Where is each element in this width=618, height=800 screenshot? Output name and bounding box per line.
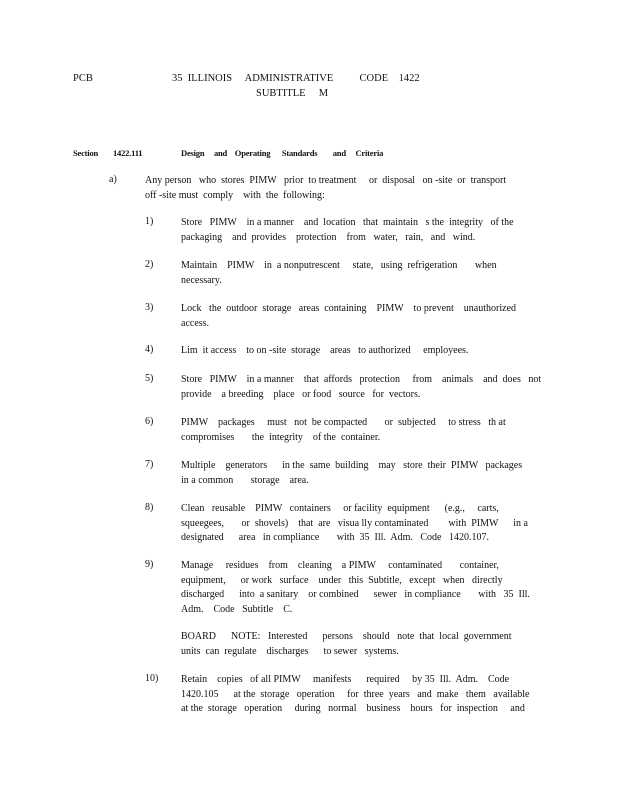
text-line: Retain copies of all PIMW manifests required by 35 Ill. Adm. Code <box>181 674 510 685</box>
text-line: squeegees, or shovels) that are visua lly contaminated with PIMW in a <box>181 517 528 529</box>
text-line: provide a breeding place or food source for vectors. <box>181 388 421 400</box>
text-line: discharged into a sanitary or combined sewer in compliance with 35 Ill. <box>181 589 530 600</box>
text-line: Lim it access to on -site storage areas to authorized employees. <box>181 345 469 356</box>
item-9-text <box>181 559 530 617</box>
text-line: access. <box>181 317 210 329</box>
item-10-text <box>181 673 530 717</box>
text-line: Maintain PIMW in a nonputrescent state, using refrigeration when <box>181 260 497 271</box>
item-7-marker: 7) <box>145 459 154 470</box>
item-6-marker: 6) <box>145 416 154 427</box>
text-line: Store PIMW in a manner that affords protection from animals and does not <box>181 374 542 385</box>
item-5-marker: 5) <box>145 373 154 384</box>
item-2-text <box>181 259 497 288</box>
text-line: Manage residues from cleaning a PIMW contaminated container, <box>181 560 499 571</box>
text-line: off -site must comply with the following: <box>145 189 325 201</box>
item-1-text <box>181 216 514 245</box>
item-1-marker: 1) <box>145 216 154 227</box>
item-7-text <box>181 459 522 488</box>
text-line: units can regulate discharges to sewer systems. <box>181 645 399 657</box>
text-line: PIMW packages must not be compacted or subjected to stress th at <box>181 417 506 428</box>
item-5-text <box>181 373 541 402</box>
item-9-marker: 9) <box>145 559 154 570</box>
item-4-text <box>181 344 468 359</box>
item-a-marker: a) <box>109 174 117 185</box>
header-code-title: 35 ILLINOIS ADMINISTRATIVE CODE 1422 <box>172 73 420 84</box>
text-line: Store PIMW in a manner and location that maintain s the integrity of the <box>181 217 514 228</box>
item-8-marker: 8) <box>145 502 154 513</box>
item-3-text <box>181 302 516 331</box>
board-note <box>181 630 512 659</box>
text-line: Any person who stores PIMW prior to treatment or disposal on -site or transport <box>145 175 507 186</box>
section-number: 1422.111 <box>113 148 143 158</box>
text-line: compromises the integrity of the container. <box>181 431 381 443</box>
text-line: Adm. Code Subtitle C. <box>181 603 293 615</box>
item-a-text <box>145 174 506 203</box>
item-6-text <box>181 416 506 445</box>
text-line: Multiple generators in the same building may store their PIMW packages <box>181 460 523 471</box>
text-line: Clean reusable PIMW containers or facility equipment (e.g., carts, <box>181 503 499 514</box>
section-label: Section <box>73 148 99 158</box>
header-subtitle: SUBTITLE M <box>256 88 329 99</box>
item-4-marker: 4) <box>145 344 154 355</box>
text-line: Lock the outdoor storage areas containing PIMW to prevent unauthorized <box>181 303 517 314</box>
item-2-marker: 2) <box>145 259 154 270</box>
item-8-text <box>181 502 528 546</box>
text-line: packaging and provides protection from water, rain, and wind. <box>181 231 476 243</box>
text-line: equipment, or work surface under this Subtitle, except when directly <box>181 574 503 586</box>
text-line: in a common storage area. <box>181 474 309 486</box>
text-line: 1420.105 at the storage operation for three years and make them available <box>181 688 530 700</box>
text-line: BOARD NOTE: Interested persons should note that local government <box>181 631 512 642</box>
header-agency: PCB <box>73 73 93 84</box>
item-3-marker: 3) <box>145 302 154 313</box>
text-line: designated area in compliance with 35 Ill. Adm. Code 1420.107. <box>181 532 489 543</box>
item-10-marker: 10) <box>145 673 159 684</box>
section-title: Design and Operating Standards and Criteria <box>181 148 384 158</box>
text-line: at the storage operation during normal business hours for inspection and <box>181 703 525 714</box>
text-line: necessary. <box>181 274 222 286</box>
